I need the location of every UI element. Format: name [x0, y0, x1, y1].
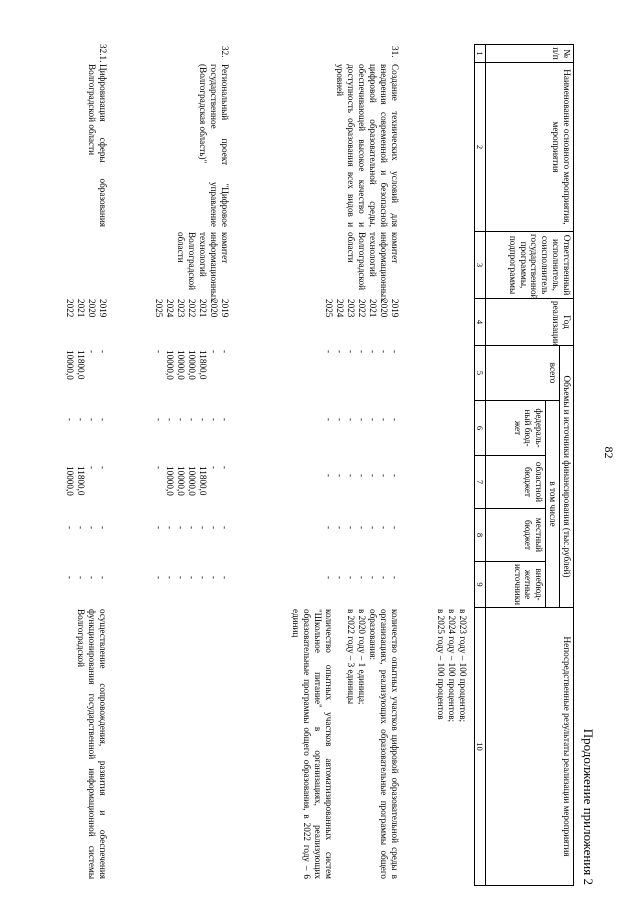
row-total: - - 11800,0 10000,0 10000,0 10000,0 -: [153, 350, 230, 380]
header-name: Наименование основного мероприятия, мероприятия: [486, 63, 574, 232]
page-number: 82: [602, 446, 616, 459]
header-local: местный бюджет: [486, 509, 546, 562]
row-executor: комитет информационных технологий Волгоградской области: [175, 232, 230, 302]
col-number: 1: [475, 45, 486, 63]
column-number-row: [475, 45, 486, 886]
row-extrabudget: - - - - - - -: [153, 576, 230, 580]
row-local: - - - - - - -: [323, 526, 400, 530]
row-years: 2019 2020 2021 2022: [64, 299, 108, 318]
row-total: - - - - - - -: [323, 350, 400, 354]
row-local: - - - - - - -: [153, 526, 230, 530]
row-years: 2019 2020 2021 2022 2023 2024 2025: [323, 299, 400, 318]
header-year: Год реализации: [486, 299, 574, 346]
col-number: 10: [475, 608, 486, 886]
row-continuation-result: в 2023 году – 100 процентов; в 2024 году – 100 процентов; в 2025 году – 100 процентов: [435, 609, 468, 723]
row-total: - - 11800,0 10000,0: [64, 350, 108, 380]
row-extrabudget: - - - -: [64, 576, 108, 580]
row-name: Региональный проект "Цифровое государственное управление (Волгоградская область)": [197, 64, 230, 227]
col-number: 3: [475, 232, 486, 299]
header-table: [474, 44, 574, 886]
col-number: 7: [475, 456, 486, 509]
header-funding: Объемы и источники финансирования (тыс.рублей): [560, 346, 574, 608]
row-result: осуществление сопровождения, развития и обеспечения функционирования государственной информационной системы Волгоградской: [75, 609, 108, 879]
col-number: 9: [475, 562, 486, 608]
row-federal: - - - - - - -: [153, 418, 230, 422]
row-regional: - - 11800,0 10000,0 10000,0 10000,0 -: [153, 466, 230, 496]
header-extrabudget: внебюд- жетные источники: [486, 562, 546, 608]
header-result: Непосредственные результаты реализации мероприятия: [486, 608, 574, 886]
row-number: 31.: [390, 46, 400, 58]
col-number: 8: [475, 509, 486, 562]
row-result: количество опытных участков цифровой образовательной среды в организациях, реализующих образовательные программы общего образования: в 2020 году – 1 единица; в 2022 году – 3 единицы количество опытных участков автоматизированных систем "Школьное питание" в организациях, реализующих образовательные программы общего образования, в 2022 году – 6 единиц: [290, 609, 400, 879]
row-number: 32.: [220, 46, 230, 58]
col-number: 6: [475, 401, 486, 456]
row-number: 32.1.: [98, 44, 108, 63]
header-total: всего: [486, 346, 560, 401]
header-regional: областной бюджет: [486, 456, 546, 509]
col-number: 4: [475, 299, 486, 346]
col-number: 2: [475, 63, 486, 232]
header-federal: федераль- ный бюд- жет: [486, 401, 546, 456]
header-executor: Ответственный исполнитель, соисполнитель государственной программы, подпрограммы: [486, 232, 574, 299]
row-extrabudget: - - - - - - -: [323, 576, 400, 580]
row-years: 2019 2020 2021 2022 2023 2024 2025: [153, 299, 230, 318]
row-name: Создание технических условий для внедрения современной и безопасной цифровой образовательной среды, обеспечивающей высокое качество и доступность образования всех видов и уровней: [334, 64, 400, 227]
row-federal: - - - -: [64, 418, 108, 422]
col-number: 5: [475, 346, 486, 401]
row-name: Цифровизация сферы образования Волгоградской области: [86, 64, 108, 227]
header-num: № п/п: [486, 45, 574, 63]
row-local: - - - -: [64, 526, 108, 530]
appendix-label: Продолжение приложения 2: [581, 728, 596, 885]
row-regional: - - 11800,0 10000,0: [64, 466, 108, 496]
row-executor: комитет информационных технологий Волгоградской области: [345, 232, 400, 302]
row-regional: - - - - - - -: [323, 474, 400, 478]
row-federal: - - - - - - -: [323, 418, 400, 422]
header-including: в том числе: [546, 401, 560, 608]
